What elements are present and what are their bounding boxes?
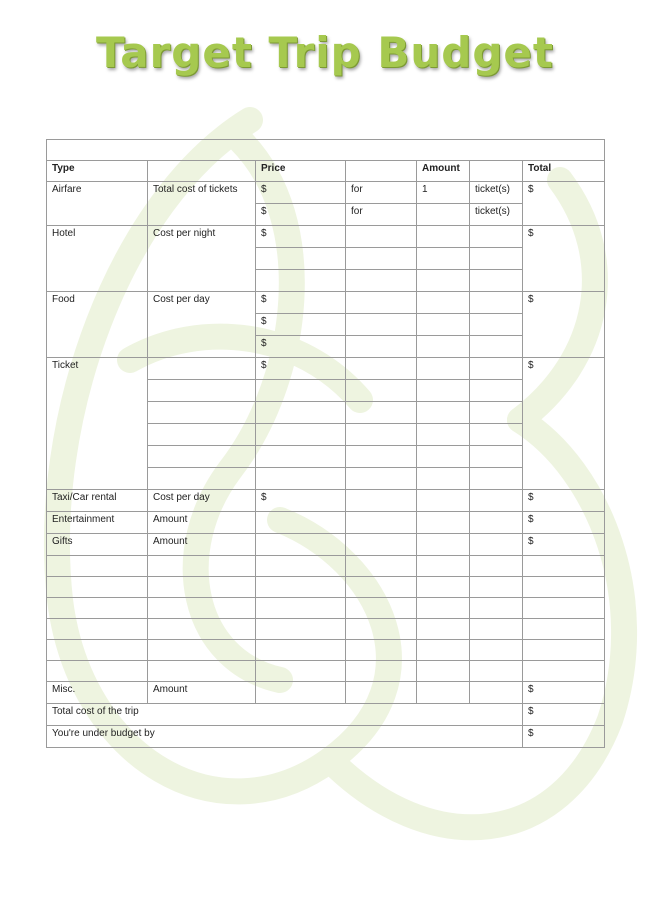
taxi-total[interactable]: $ (523, 490, 605, 512)
misc-row (47, 682, 605, 704)
airfare-unit-2: ticket(s) (470, 204, 523, 226)
food-desc: Cost per day (148, 292, 256, 358)
under-budget-row (47, 726, 605, 748)
price-header: Price (256, 161, 346, 182)
ticket-total[interactable]: $ (523, 358, 605, 490)
taxi-row (47, 490, 605, 512)
ticket-label: Ticket (47, 358, 148, 490)
table-top-blank-row (47, 140, 605, 161)
hotel-price-1[interactable]: $ (256, 226, 346, 248)
food-price-1[interactable]: $ (256, 292, 346, 314)
airfare-total[interactable]: $ (523, 182, 605, 226)
ticket-price-1[interactable]: $ (256, 358, 346, 380)
total-trip-value[interactable]: $ (523, 704, 605, 726)
airfare-qty-2[interactable] (417, 204, 470, 226)
total-trip-label: Total cost of the trip (47, 704, 523, 726)
food-total[interactable]: $ (523, 292, 605, 358)
food-price-2[interactable]: $ (256, 314, 346, 336)
table-header-row (47, 161, 605, 182)
food-row (47, 292, 605, 314)
taxi-price[interactable]: $ (256, 490, 346, 512)
total-header: Total (523, 161, 605, 182)
gifts-desc: Amount (148, 534, 256, 556)
airfare-unit-1: ticket(s) (470, 182, 523, 204)
blank-row-6 (47, 661, 605, 682)
entertainment-total[interactable]: $ (523, 512, 605, 534)
airfare-price-2[interactable]: $ (256, 204, 346, 226)
under-budget-value[interactable]: $ (523, 726, 605, 748)
blank-row-5 (47, 640, 605, 661)
hotel-total[interactable]: $ (523, 226, 605, 292)
page-title: Target Trip Budget (96, 28, 554, 77)
misc-total[interactable]: $ (523, 682, 605, 704)
gifts-total[interactable]: $ (523, 534, 605, 556)
amount-header: Amount (417, 161, 470, 182)
entertainment-desc: Amount (148, 512, 256, 534)
airfare-qty-1[interactable]: 1 (417, 182, 470, 204)
budget-table (46, 139, 605, 748)
blank-row-3 (47, 598, 605, 619)
gifts-row (47, 534, 605, 556)
hotel-label: Hotel (47, 226, 148, 292)
food-label: Food (47, 292, 148, 358)
airfare-row (47, 182, 605, 204)
misc-desc: Amount (148, 682, 256, 704)
total-trip-row (47, 704, 605, 726)
blank-row-2 (47, 577, 605, 598)
under-budget-label: You're under budget by (47, 726, 523, 748)
hotel-row (47, 226, 605, 248)
airfare-for-2: for (346, 204, 417, 226)
blank-row-4 (47, 619, 605, 640)
misc-label: Misc. (47, 682, 148, 704)
gifts-label: Gifts (47, 534, 148, 556)
type-header: Type (47, 161, 148, 182)
hotel-desc: Cost per night (148, 226, 256, 292)
blank-row-1 (47, 556, 605, 577)
airfare-label: Airfare (47, 182, 148, 226)
food-price-3[interactable]: $ (256, 336, 346, 358)
taxi-desc: Cost per day (148, 490, 256, 512)
airfare-desc: Total cost of tickets (148, 182, 256, 226)
airfare-for-1: for (346, 182, 417, 204)
entertainment-label: Entertainment (47, 512, 148, 534)
taxi-label: Taxi/Car rental (47, 490, 148, 512)
airfare-price-1[interactable]: $ (256, 182, 346, 204)
entertainment-row (47, 512, 605, 534)
ticket-row (47, 358, 605, 380)
